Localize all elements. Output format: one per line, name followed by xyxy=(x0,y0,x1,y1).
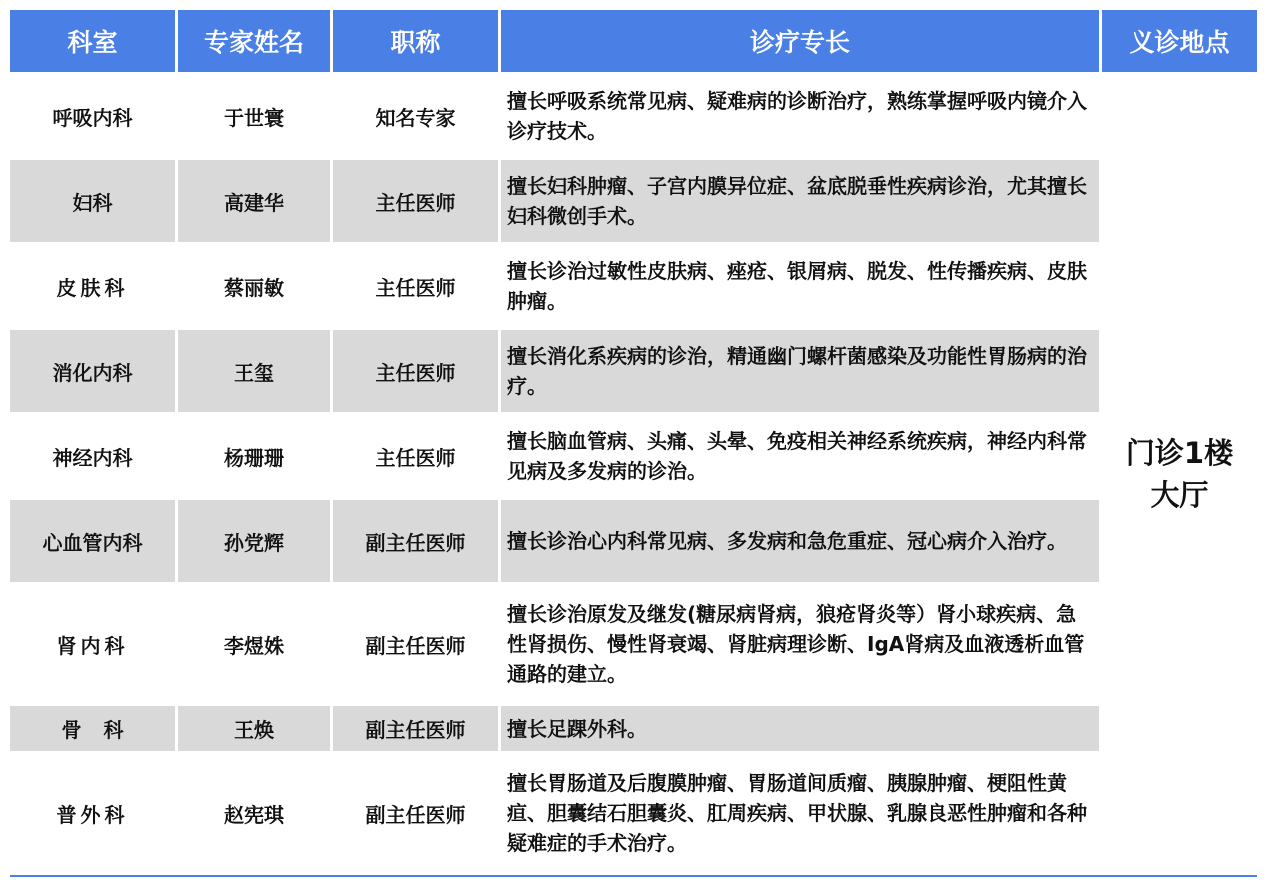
bottom-divider xyxy=(10,875,1257,877)
specialty-cell: 擅长诊治过敏性皮肤病、痤疮、银屑病、脱发、性传播疾病、皮肤肿瘤。 xyxy=(501,245,1099,327)
doctor-name-cell: 王玺 xyxy=(178,330,330,412)
doctor-name-cell: 于世寰 xyxy=(178,75,330,157)
specialty-cell: 擅长诊治原发及继发(糖尿病肾病，狼疮肾炎等）肾小球疾病、急性肾损伤、慢性肾衰竭、肾脏病理诊断、IgA肾病及血液透析血管通路的建立。 xyxy=(501,585,1099,703)
dept-cell: 皮肤科 xyxy=(10,245,175,327)
table-row xyxy=(10,706,1257,751)
location-line2: 大厅 xyxy=(1150,477,1209,512)
title-cell: 主任医师 xyxy=(333,330,498,412)
dept-label: 骨科 xyxy=(61,718,146,742)
location-line1: 门诊1楼 xyxy=(1125,435,1234,470)
title-cell: 知名专家 xyxy=(333,75,498,157)
title-cell: 副主任医师 xyxy=(333,754,498,872)
table-row xyxy=(10,415,1257,497)
dept-cell: 心血管内科 xyxy=(10,500,175,582)
header-location: 义诊地点 xyxy=(1102,10,1257,72)
specialty-cell: 擅长妇科肿瘤、子宫内膜异位症、盆底脱垂性疾病诊治，尤其擅长妇科微创手术。 xyxy=(501,160,1099,242)
specialty-cell: 擅长脑血管病、头痛、头晕、免疫相关神经系统疾病，神经内科常见病及多发病的诊治。 xyxy=(501,415,1099,497)
header-name: 专家姓名 xyxy=(178,10,330,72)
doctor-name-cell: 李煜姝 xyxy=(178,585,330,703)
title-cell: 主任医师 xyxy=(333,160,498,242)
expert-table xyxy=(7,7,1260,875)
specialty-cell: 擅长胃肠道及后腹膜肿瘤、胃肠道间质瘤、胰腺肿瘤、梗阻性黄疸、胆囊结石胆囊炎、肛周疾病、甲状腺、乳腺良恶性肿瘤和各种疑难症的手术治疗。 xyxy=(501,754,1099,872)
title-cell: 副主任医师 xyxy=(333,500,498,582)
doctor-name-cell: 王焕 xyxy=(178,706,330,751)
dept-cell: 妇科 xyxy=(10,160,175,242)
dept-cell xyxy=(10,706,175,751)
specialty-cell: 擅长消化系疾病的诊治，精通幽门螺杆菌感染及功能性胃肠病的治疗。 xyxy=(501,330,1099,412)
specialty-cell: 擅长足踝外科。 xyxy=(501,706,1099,751)
doctor-name-cell: 孙党辉 xyxy=(178,500,330,582)
doctor-name-cell: 高建华 xyxy=(178,160,330,242)
doctor-name-cell: 蔡丽敏 xyxy=(178,245,330,327)
specialty-cell: 擅长呼吸系统常见病、疑难病的诊断治疗，熟练掌握呼吸内镜介入诊疗技术。 xyxy=(501,75,1099,157)
table-header-row xyxy=(10,10,1257,72)
table-row xyxy=(10,75,1257,157)
title-cell: 主任医师 xyxy=(333,415,498,497)
title-cell: 副主任医师 xyxy=(333,706,498,751)
doctor-name-cell: 赵宪琪 xyxy=(178,754,330,872)
table-row xyxy=(10,330,1257,412)
dept-cell: 呼吸内科 xyxy=(10,75,175,157)
specialty-cell: 擅长诊治心内科常见病、多发病和急危重症、冠心病介入治疗。 xyxy=(501,500,1099,582)
dept-cell: 普外科 xyxy=(10,754,175,872)
header-specialty: 诊疗专长 xyxy=(501,10,1099,72)
header-title: 职称 xyxy=(333,10,498,72)
doctor-name-cell: 杨珊珊 xyxy=(178,415,330,497)
table-row xyxy=(10,245,1257,327)
dept-cell: 消化内科 xyxy=(10,330,175,412)
dept-cell: 神经内科 xyxy=(10,415,175,497)
table-row xyxy=(10,160,1257,242)
table-row xyxy=(10,585,1257,703)
location-cell xyxy=(1102,75,1257,872)
header-dept: 科室 xyxy=(10,10,175,72)
table-row xyxy=(10,754,1257,872)
title-cell: 主任医师 xyxy=(333,245,498,327)
title-cell: 副主任医师 xyxy=(333,585,498,703)
dept-cell: 肾内科 xyxy=(10,585,175,703)
table-row xyxy=(10,500,1257,582)
